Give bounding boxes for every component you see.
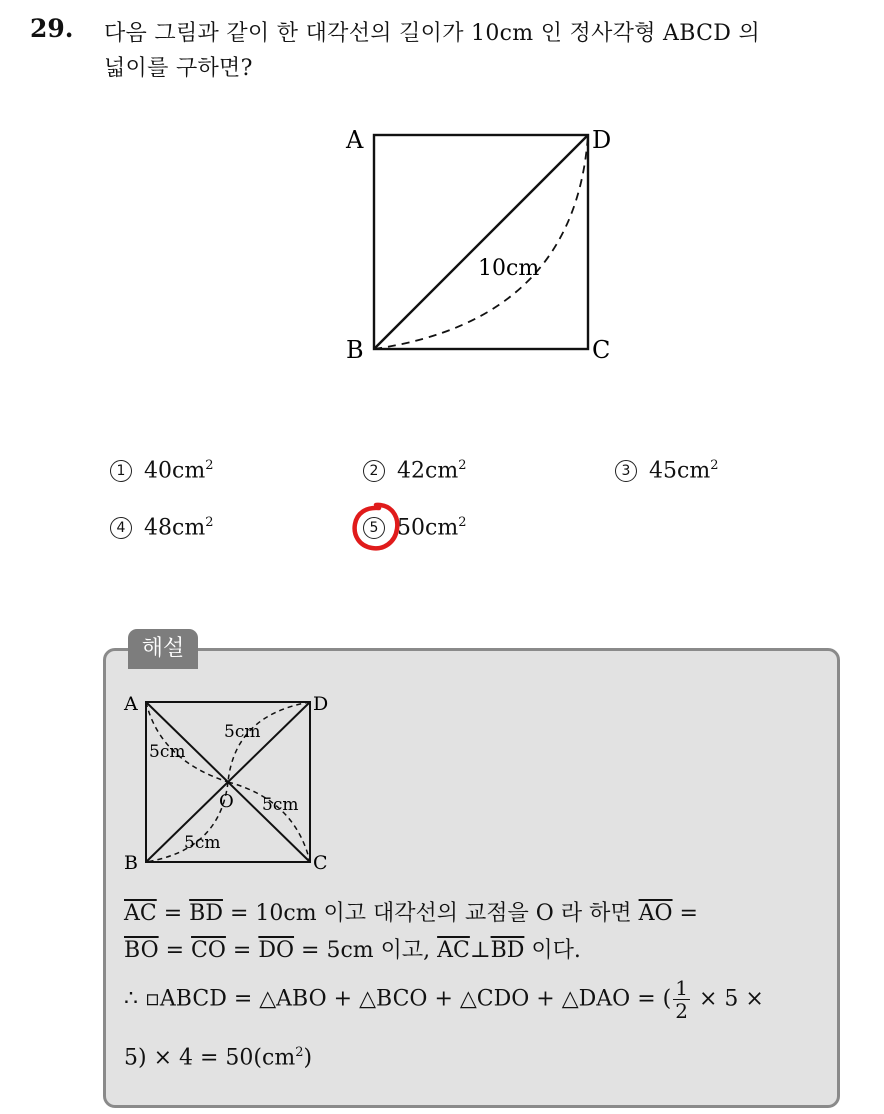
solution-tab: 해설 bbox=[128, 629, 198, 669]
sol-seg-label-4: 5cm bbox=[184, 833, 221, 853]
sol-label-d: D bbox=[313, 693, 329, 715]
question-number: 29. bbox=[30, 14, 74, 43]
choice-2-sup: 2 bbox=[458, 458, 467, 473]
fraction-one-half: $\frac{1}{2}$ bbox=[675, 976, 688, 1023]
label-a: A bbox=[346, 126, 364, 154]
sol-seg-label-2: 5cm bbox=[149, 742, 186, 762]
choice-3-mark: 3 bbox=[615, 460, 637, 482]
choice-1-sup: 2 bbox=[205, 458, 214, 473]
sol-seg-label-3: 5cm bbox=[262, 795, 299, 815]
choice-5-mark: 5 bbox=[363, 517, 385, 539]
label-b: B bbox=[346, 336, 364, 364]
sol-label-b: B bbox=[124, 852, 138, 874]
choice-1-text: 40cm bbox=[144, 458, 206, 484]
choice-2-mark: 2 bbox=[363, 460, 385, 482]
sol-label-a: A bbox=[124, 693, 138, 715]
choice-5-sup: 2 bbox=[458, 515, 467, 530]
sol-label-o: O bbox=[219, 791, 234, 812]
label-c: C bbox=[592, 336, 611, 364]
solution-line-1: $\overline{AC} = \overline{BD} = 10cm$ 이고 대각선의 교점을 O 라 하면 $\overline{AO}$ = bbox=[124, 901, 698, 926]
choice-2-text: 42cm bbox=[397, 458, 459, 484]
choice-3-text: 45cm bbox=[649, 458, 711, 484]
diagonal-label: 10cm bbox=[478, 256, 540, 281]
choice-3-sup: 2 bbox=[710, 458, 719, 473]
choice-5-text: 50cm bbox=[397, 515, 459, 541]
question-line-2: 넓이를 구하면? bbox=[104, 56, 253, 81]
sol-label-c: C bbox=[313, 852, 328, 874]
sol-seg-label-1: 5cm bbox=[224, 722, 261, 742]
choice-4-sup: 2 bbox=[205, 515, 214, 530]
label-d: D bbox=[592, 126, 612, 154]
choice-4-mark: 4 bbox=[110, 517, 132, 539]
choice-1-mark: 1 bbox=[110, 460, 132, 482]
solution-line-2: $\overline{BO} = \overline{CO} = \overline{DO} = 5cm$ 이고, $\overline{AC}\perp\overline{BD}$ 이다. bbox=[124, 938, 581, 963]
solution-line-3: ∴ ▫ABCD = △ABO + △BCO + △CDO + △DAO = ( $\frac{1}{2}$ × 5 × bbox=[124, 976, 764, 1023]
solution-line-4: $5) \times 4 = 50(cm^2)$ bbox=[124, 1045, 313, 1071]
question-line-1: 다음 그림과 같이 한 대각선의 길이가 10cm 인 정사각형 ABCD 의 bbox=[104, 21, 761, 46]
choice-4-text: 48cm bbox=[144, 515, 206, 541]
